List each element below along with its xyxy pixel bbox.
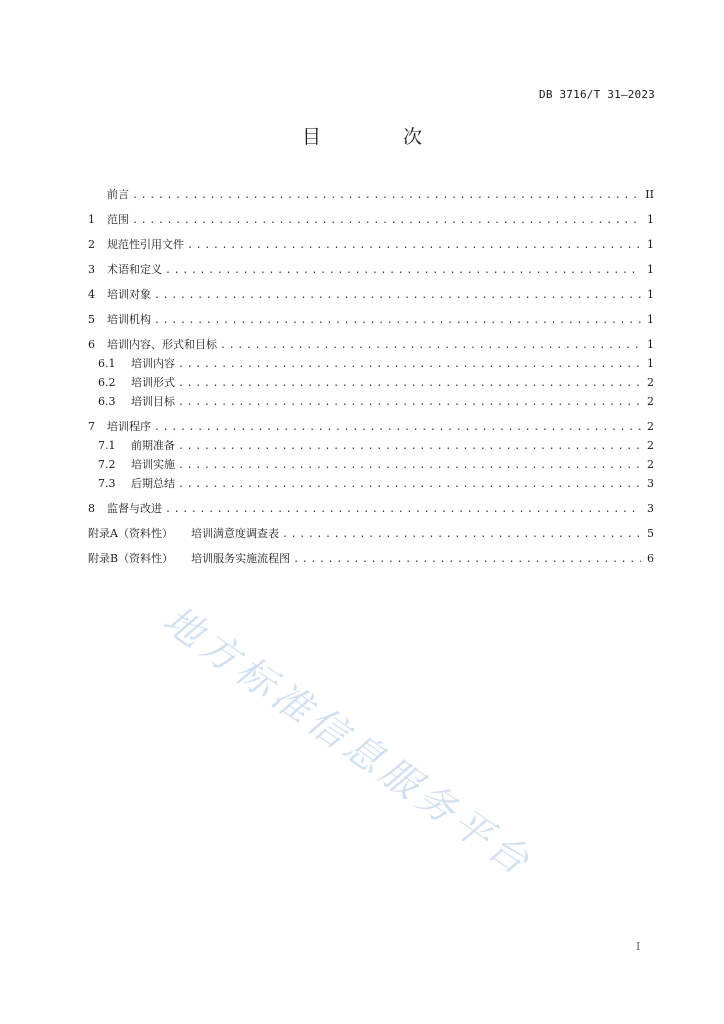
toc-entry-label: 培训形式 bbox=[131, 376, 175, 389]
toc-entry-number: 7.2 bbox=[98, 458, 116, 471]
toc-entry-label: 规范性引用文件 bbox=[107, 238, 184, 251]
toc-entry[interactable] bbox=[88, 437, 654, 453]
toc-entry[interactable] bbox=[88, 336, 654, 352]
toc-entry[interactable] bbox=[88, 186, 654, 202]
toc-entry-number: 7.3 bbox=[98, 477, 116, 490]
toc-entry-number: 6.1 bbox=[98, 357, 116, 370]
toc-entry-page: 1 bbox=[647, 213, 654, 226]
toc-leader-dots bbox=[187, 240, 641, 251]
page-title: 目 次 bbox=[301, 126, 461, 148]
toc-entry[interactable] bbox=[88, 355, 654, 371]
toc-entry-label: 术语和定义 bbox=[107, 263, 162, 276]
toc-entry-number: 6.3 bbox=[98, 395, 116, 408]
toc-entry-label: 培训目标 bbox=[131, 395, 175, 408]
toc-entry-page: 2 bbox=[647, 439, 654, 452]
toc-entry[interactable] bbox=[88, 550, 654, 566]
toc-entry-label: 培训内容、形式和目标 bbox=[107, 338, 217, 351]
toc-entry-number: 2 bbox=[88, 238, 95, 251]
toc-entry-page: 1 bbox=[647, 288, 654, 301]
toc-entry[interactable] bbox=[88, 418, 654, 434]
toc-entry-label: 培训服务实施流程图 bbox=[191, 552, 291, 565]
toc-entry-page: 1 bbox=[647, 313, 654, 326]
toc-leader-dots bbox=[293, 554, 641, 565]
toc-entry-label: 后期总结 bbox=[131, 477, 175, 490]
toc-entry-page: 6 bbox=[647, 552, 654, 565]
toc-leader-dots bbox=[154, 290, 641, 301]
toc-leader-dots bbox=[178, 359, 641, 370]
toc-entry-label: 前言 bbox=[107, 188, 129, 201]
toc-entry-page: 1 bbox=[647, 263, 654, 276]
toc-entry[interactable] bbox=[88, 500, 654, 516]
table-of-contents bbox=[88, 186, 654, 566]
toc-entry-number: 4 bbox=[88, 288, 95, 301]
toc-leader-dots bbox=[154, 315, 641, 326]
toc-leader-dots bbox=[132, 190, 641, 201]
toc-entry-page: 3 bbox=[647, 502, 654, 515]
toc-leader-dots bbox=[154, 422, 641, 433]
toc-entry[interactable] bbox=[88, 525, 654, 541]
toc-leader-dots bbox=[178, 479, 641, 490]
toc-entry-label: 培训机构 bbox=[107, 313, 151, 326]
toc-entry-page: 1 bbox=[647, 238, 654, 251]
toc-entry-label: 培训实施 bbox=[131, 458, 175, 471]
toc-leader-dots bbox=[178, 441, 641, 452]
toc-entry-number: 7.1 bbox=[98, 439, 116, 452]
toc-leader-dots bbox=[178, 460, 641, 471]
toc-leader-dots bbox=[220, 340, 641, 351]
toc-entry-page: 1 bbox=[647, 357, 654, 370]
toc-entry-label: 前期准备 bbox=[131, 439, 175, 452]
toc-entry-label: 监督与改进 bbox=[107, 502, 162, 515]
toc-leader-dots bbox=[178, 378, 641, 389]
toc-entry-number: 1 bbox=[88, 213, 95, 226]
toc-entry-number: 5 bbox=[88, 313, 95, 326]
toc-entry-page: 1 bbox=[647, 338, 654, 351]
toc-entry-page: 2 bbox=[647, 458, 654, 471]
toc-entry[interactable] bbox=[88, 261, 654, 277]
toc-entry[interactable] bbox=[88, 211, 654, 227]
toc-entry-page: 2 bbox=[647, 376, 654, 389]
toc-entry-label: 培训对象 bbox=[107, 288, 151, 301]
toc-entry-page: II bbox=[645, 188, 654, 201]
toc-entry-page: 2 bbox=[647, 395, 654, 408]
toc-entry-number: 7 bbox=[88, 420, 95, 433]
toc-entry-label: 范围 bbox=[107, 213, 129, 226]
toc-entry-label: 培训满意度调查表 bbox=[190, 527, 279, 540]
toc-entry[interactable] bbox=[88, 393, 654, 409]
toc-entry[interactable] bbox=[88, 374, 654, 390]
toc-leader-dots bbox=[178, 397, 641, 408]
watermark: 地方标准信息服务平台 bbox=[155, 597, 542, 886]
toc-entry-page: 2 bbox=[647, 420, 654, 433]
toc-entry[interactable] bbox=[88, 236, 654, 252]
toc-entry[interactable] bbox=[88, 286, 654, 302]
toc-entry-page: 5 bbox=[647, 527, 654, 540]
toc-entry-page: 3 bbox=[647, 477, 654, 490]
toc-entry[interactable] bbox=[88, 311, 654, 327]
toc-entry-number: 附录B（资料性） bbox=[88, 552, 174, 565]
standard-code: DB 3716/T 31—2023 bbox=[539, 88, 655, 101]
toc-entry-label: 培训程序 bbox=[107, 420, 151, 433]
toc-entry-number: 附录A（资料性） bbox=[88, 527, 173, 540]
toc-entry-label: 培训内容 bbox=[131, 357, 175, 370]
toc-entry[interactable] bbox=[88, 475, 654, 491]
toc-leader-dots bbox=[165, 265, 641, 276]
toc-entry-number: 6.2 bbox=[98, 376, 116, 389]
toc-leader-dots bbox=[132, 215, 641, 226]
page-number: I bbox=[636, 940, 641, 953]
toc-entry-number: 6 bbox=[88, 338, 95, 351]
toc-leader-dots bbox=[165, 504, 641, 515]
toc-leader-dots bbox=[282, 529, 641, 540]
toc-entry-number: 3 bbox=[88, 263, 95, 276]
toc-entry-number: 8 bbox=[88, 502, 95, 515]
toc-entry[interactable] bbox=[88, 456, 654, 472]
